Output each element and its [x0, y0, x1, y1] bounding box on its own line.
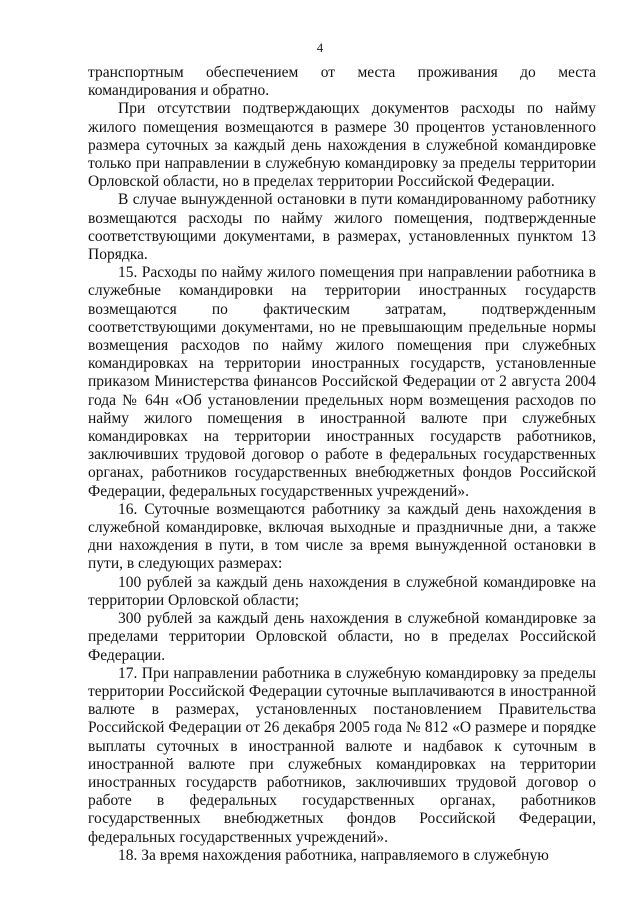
paragraph-rate-300: 300 рублей за каждый день нахождения в служебной командировке за пределами территории Орловской области, но в пределах Российской Федерации.	[88, 610, 596, 664]
paragraph-item-18: 18. За время нахождения работника, направляемого в служебную	[118, 846, 549, 864]
paragraph-item-16: 16. Суточные возмещаются работнику за каждый день нахождения в служебной командировке, включая выходные и праздничные дни, а также дни нахождения в пути, в том числе за время вынужденной остановки в пути, в следующих размерах:	[88, 500, 596, 573]
paragraph-item-15: 15. Расходы по найму жилого помещения при направлении работника в служебные командировки на территории иностранных государств возмещаются по фактическим затратам, подтвержденным соответствующими документами, но не превышающим предельные нормы возмещения расходов по найму жилого помещения при служебных командировках на территории иностранных государств, установленные приказом Министерства финансов Российской Федерации от 2 августа 2004 года № 64н «Об установлении предельных норм возмещения расходов по найму жилого помещения в иностранной валюте при служебных командировках на территории иностранных государств работников, заключивших трудовой договор о работе в федеральных государственных органах, работников государственных внебюджетных фондов Российской Федерации, федеральных государственных учреждений».	[88, 264, 596, 500]
page-number: 4	[316, 40, 324, 55]
document-body	[88, 64, 596, 865]
paragraph-continuation: транспортным обеспечением от места проживания до места командирования и обратно.	[88, 64, 596, 100]
paragraph-item-17: 17. При направлении работника в служебную командировку за пределы территории Российской Федерации суточные выплачиваются в иностранной валюте в размерах, установленных постановлением Правительства Российской Федерации от 26 декабря 2005 года № 812 «О размере и порядке выплаты суточных в иностранной валюте и надбавок к суточным в иностранной валюте при служебных командировках на территории иностранных государств работников, заключивших трудовой договор о работе в федеральных государственных органах, работников государственных внебюджетных фондов Российской Федерации, федеральных государственных учреждений».	[88, 664, 596, 846]
paragraph-rate-100: 100 рублей за каждый день нахождения в служебной командировке на территории Орловской области;	[88, 573, 596, 609]
paragraph-no-documents: При отсутствии подтверждающих документов расходы по найму жилого помещения возмещаются в размере 30 процентов установленного размера суточных за каждый день нахождения в служебной командировке только при направлении в служебную командировку за пределы территории Орловской области, но в пределах территории Российской Федерации.	[88, 100, 596, 191]
paragraph-forced-stop: В случае вынужденной остановки в пути командированному работнику возмещаются расходы по найму жилого помещения, подтвержденные соответствующими документами, в размерах, установленных пунктом 13 Порядка.	[88, 191, 596, 264]
